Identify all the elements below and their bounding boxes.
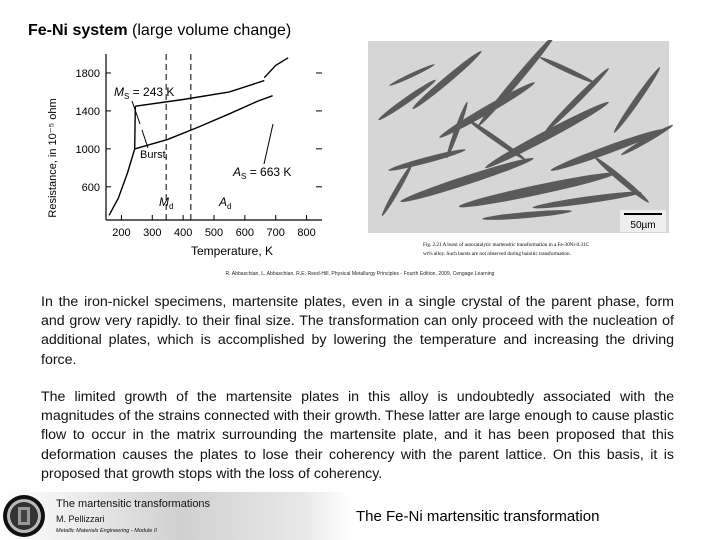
- resistance-chart-svg: [44, 52, 340, 260]
- micrograph-image: [368, 41, 669, 233]
- footer-module: Metallic Materials Engineering - Module II: [56, 528, 157, 534]
- micrograph-svg: [367, 40, 680, 266]
- footer-bar: [0, 492, 720, 540]
- paragraph-1: In the iron-nickel specimens, martensite plates, even in a single crystal of the parent phase, form and grow very rapidly. to their final size. The transformation can only proceed with the nucleation of additional plates, which is accomplished by lowering the temperature and increasing the driving force.: [41, 294, 674, 368]
- figure-caption-line1: Fig. 2.21 A burst of autocatalytic martensitic transformation in a Fe-30Ni-0.31C: [423, 242, 590, 248]
- md-annotation: $M_d$: [159, 195, 174, 211]
- x-axis-label: Temperature, K: [190, 244, 274, 258]
- footer-slide-title: The Fe-Ni martensitic transformation: [356, 508, 600, 525]
- y-tick-label: 1800: [75, 67, 100, 80]
- as-arrow: [264, 124, 273, 164]
- micrograph-figure: [367, 40, 680, 266]
- figure-caption-line2: wt% alloy. Such bursts are not observed during bainitic transformation.: [423, 251, 571, 257]
- y-tick-label: 1400: [75, 105, 100, 118]
- y-axis-label: Resistance, in 10⁻⁵ ohm: [47, 98, 59, 218]
- y-tick-label: 1000: [75, 143, 100, 156]
- scale-bar-label: 50µm: [630, 220, 656, 231]
- ad-annotation: $A_d$: [219, 195, 232, 211]
- as-annotation: $A_S = 663$ K: [233, 165, 292, 181]
- x-tick-label: 500: [204, 227, 224, 239]
- x-tick-label: 300: [143, 227, 162, 239]
- x-tick-label: 200: [112, 227, 131, 239]
- university-seal-icon: [2, 494, 46, 538]
- burst-annotation: Burst: [140, 149, 166, 161]
- x-tick-label: 400: [173, 227, 193, 239]
- slide-title-bold: Fe-Ni system: [28, 22, 128, 39]
- x-tick-label: 800: [297, 227, 316, 239]
- resistance-chart: [44, 52, 340, 260]
- ms-arrow: [132, 101, 140, 124]
- footer-author: M. Pellizzari: [56, 514, 105, 524]
- slide-title: [28, 22, 291, 40]
- y-tick-label: 600: [81, 181, 100, 194]
- paragraph-2: The limited growth of the martensite plates in this alloy is undoubtedly associated with the magnitudes of the strains connected with their growth. These latter are large enough to cause plastic flow to occur in the matrix surrounding the martensite plate, and it has been proposed that this deformation causes the plates to lose their coherency with the parent lattice. On this basis, it is proposed that growth stops with the loss of coherency.: [41, 389, 674, 482]
- resistance-curve-segment: [264, 58, 288, 78]
- footer-course-title: The martensitic transformations: [56, 498, 211, 510]
- resistance-curve-segment: [109, 149, 135, 215]
- resistance-curve-segment: [135, 106, 136, 149]
- ms-annotation: $M_S = 243$ K: [114, 85, 175, 101]
- x-tick-label: 700: [266, 227, 285, 239]
- slide-title-rest: (large volume change): [127, 22, 292, 39]
- figure-credit: R. Abbaschian, L. Abbaschian, R.E. Reed-Hill, Physical Metallurgy Principles - Fourth Edition, 2009, Cengage Learning: [225, 271, 495, 277]
- x-tick-label: 600: [235, 227, 255, 239]
